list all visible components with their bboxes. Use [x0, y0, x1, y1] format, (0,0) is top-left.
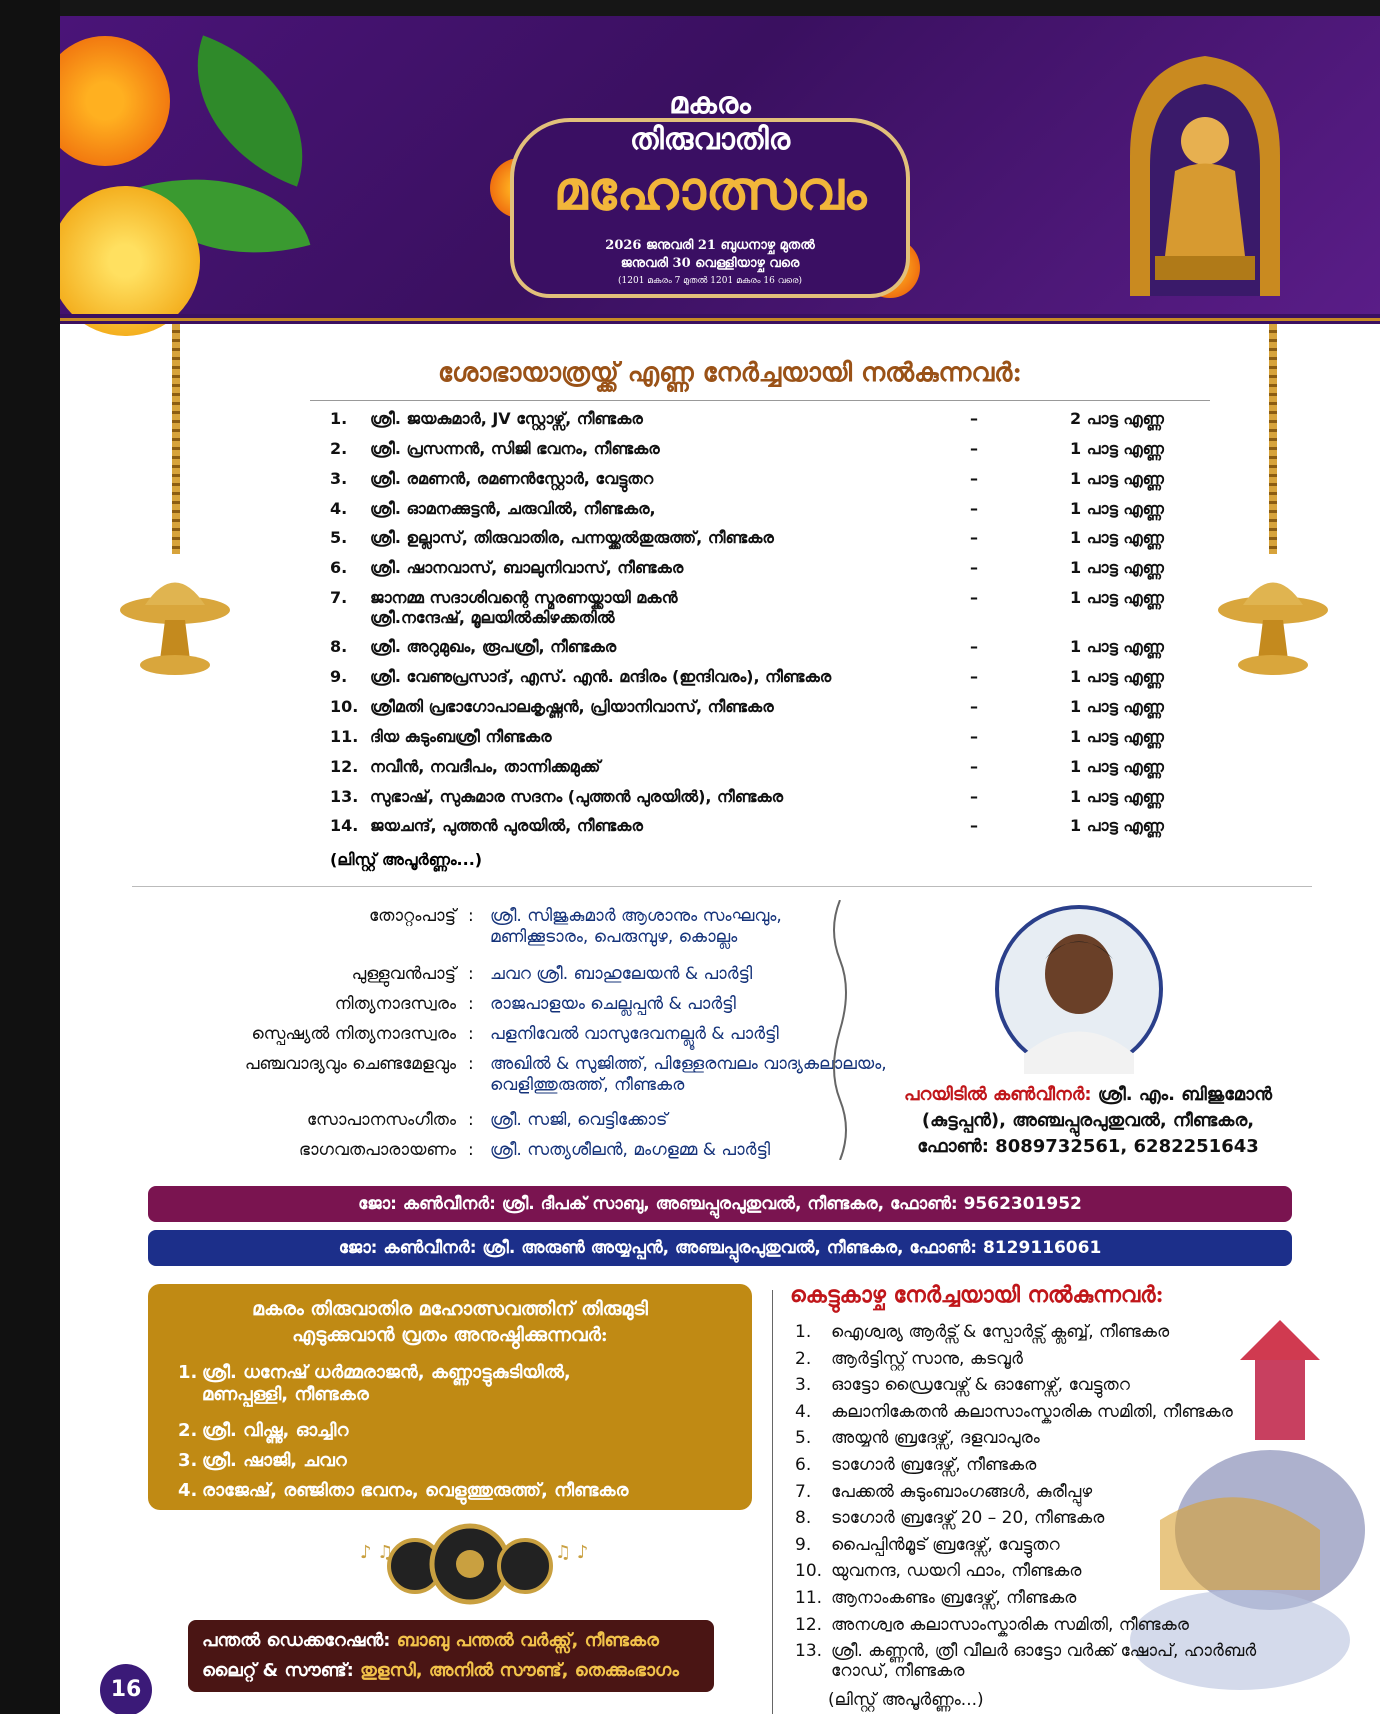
program-colon: :	[468, 994, 474, 1014]
decoration-label2: ലൈറ്റ് & സൗണ്ട്:	[202, 1660, 354, 1681]
donor-quantity: 2 പാട്ട എണ്ണ	[1070, 409, 1164, 428]
svg-text:♫ ♪: ♫ ♪	[555, 1542, 589, 1563]
donor-name-line: ശ്രീ. ഷാനവാസ്, ബാലുനിവാസ്, നീണ്ടകര	[370, 558, 684, 577]
decoration-value2: തുളസി, അനിൽ സൗണ്ട്, തെക്കുംഭാഗം	[360, 1660, 679, 1681]
joint-convener-band-1: ജോ: കൺവീനർ: ശ്രീ. ദീപക് സാബു, അഞ്ചപ്പുരപുതുവൽ, നീണ്ടകര, ഫോൺ: 9562301952	[148, 1186, 1292, 1222]
donor-name-line: ശ്രീ. വേണുപ്രസാദ്, എസ്. എൻ. മന്ദിരം (ഇന്ദിവരം), നീണ്ടകര	[370, 667, 832, 686]
program-colon: :	[468, 1024, 474, 1044]
thirumudi-item	[178, 1480, 628, 1502]
convener-role: പറയിടിൽ കൺവീനർ:	[903, 1084, 1092, 1105]
donor-name	[370, 499, 930, 519]
donor-name	[370, 528, 930, 548]
donor-number: 13.	[330, 787, 359, 806]
donor-quantity: 1 പാട്ട എണ്ണ	[1070, 727, 1164, 746]
donor-dash: –	[970, 697, 978, 716]
donor-quantity: 1 പാട്ട എണ്ണ	[1070, 697, 1164, 716]
title-main: മഹോത്സവം	[553, 158, 867, 222]
donor-name-line: നവീൻ, നവദീപം, താന്നിക്കമുക്ക്	[370, 757, 601, 776]
donor-quantity: 1 പാട്ട എണ്ണ	[1070, 499, 1164, 518]
donor-number: 3.	[330, 469, 348, 488]
donor-name	[370, 469, 930, 489]
donor-name-line: സുഭാഷ്, സുകുമാര സദനം (പുത്തൻ പുരയിൽ), നീണ്ടകര	[370, 787, 784, 806]
thirumudi-name-line2: മണപ്പള്ളി, നീണ്ടകര	[202, 1384, 369, 1405]
kettukazhcha-name-line2: റോഡ്, നീണ്ടകര	[831, 1661, 965, 1682]
kettukazhcha-title: കെട്ടുകാഴ്ച നേർച്ചയായി നൽകുന്നവർ:	[790, 1282, 1164, 1308]
thirumudi-name: രാജേഷ്, രഞ്ജിതാ ഭവനം, വെളുത്തുരുത്ത്, നീണ്ടകര	[202, 1480, 629, 1501]
kettukazhcha-item	[795, 1561, 1081, 1581]
thirumudi-item	[178, 1420, 348, 1442]
donor-row	[330, 439, 1200, 465]
donor-name-line: ജാനമ്മ സദാശിവന്റെ സ്മരണയ്ക്കായി മകൻ	[370, 588, 678, 607]
decoration-box	[188, 1620, 714, 1692]
kettukazhcha-name: ടാഗോർ ബ്രദേഴ്സ് 20 – 20, നീണ്ടകര	[831, 1508, 1105, 1529]
program-value-line: ചവറ ശ്രീ. ബാഹുലേയൻ & പാർട്ടി	[490, 964, 753, 984]
donor-quantity: 1 പാട്ട എണ്ണ	[1070, 469, 1164, 488]
kettukazhcha-name: ഐശ്വര്യ ആർട്സ് & സ്പോർട്സ് ക്ലബ്ബ്, നീണ്ടകര	[831, 1322, 1170, 1342]
donors-incomplete: (ലിസ്റ്റ് അപൂർണ്ണം...)	[330, 850, 483, 869]
donor-number: 4.	[330, 499, 348, 518]
kettukazhcha-name: ആർട്ടിസ്റ്റ് സാനു, കടവൂർ	[831, 1348, 1023, 1369]
program-value	[490, 906, 782, 948]
kettukazhcha-number: 11.	[795, 1588, 823, 1608]
donor-dash: –	[970, 787, 978, 806]
program-colon: :	[468, 1054, 474, 1074]
date-line1: 2026 ജനുവരി 21 ബുധനാഴ്ച മുതൽ	[605, 238, 815, 253]
program-colon: :	[468, 1140, 474, 1160]
donor-row	[330, 558, 1200, 584]
thirumudi-box	[148, 1284, 752, 1510]
donor-row	[330, 697, 1200, 723]
kettukazhcha-item	[795, 1455, 1036, 1475]
donor-row	[330, 757, 1200, 783]
decorative-divider	[828, 900, 852, 1160]
thirumudi-name: ശ്രീ. വിഷ്ണു, ഓച്ചിറ	[202, 1420, 349, 1441]
kettukazhcha-item	[795, 1402, 1233, 1422]
kettukazhcha-item	[795, 1375, 1130, 1395]
donor-row	[330, 727, 1200, 753]
title-line1: മകരം	[669, 86, 751, 121]
kettukazhcha-item	[795, 1508, 1104, 1528]
header-banner	[60, 16, 1380, 322]
donor-number: 6.	[330, 558, 348, 577]
program-value	[490, 964, 752, 985]
header-gold-line	[60, 318, 1380, 321]
leaf-decoration	[165, 35, 334, 186]
program-label: പഞ്ചവാദ്യവും ചെണ്ടമേളവും	[244, 1054, 456, 1074]
kettukazhcha-number: 10.	[795, 1561, 823, 1582]
donor-number: 5.	[330, 528, 348, 547]
program-value	[490, 994, 736, 1015]
oil-lamp-icon	[1208, 550, 1338, 680]
donor-number: 9.	[330, 667, 348, 686]
program-value	[490, 1024, 779, 1045]
donor-name	[370, 637, 930, 657]
program-value-line2: വെളിത്തുരുത്ത്, നീണ്ടകര	[490, 1075, 685, 1095]
kettukazhcha-name: ടാഗോർ ബ്രദേഴ്സ്, നീണ്ടകര	[831, 1455, 1037, 1475]
donor-name-line: ജയചന്ദ്, പുത്തൻ പുരയിൽ, നീണ്ടകര	[370, 816, 643, 835]
kettukazhcha-number: 3.	[795, 1375, 812, 1396]
kettukazhcha-number: 4.	[795, 1401, 812, 1422]
donor-number: 7.	[330, 588, 348, 607]
donor-name	[370, 727, 930, 747]
date-line3: (1201 മകരം 7 മുതൽ 1201 മകരം 16 വരെ)	[618, 276, 802, 286]
program-value-line: ശ്രീ. സിജുകുമാർ ആശാനും സംഘവും,	[490, 906, 782, 926]
program-value-line: ശ്രീ. സത്യശീലൻ, മംഗളമ്മ & പാർട്ടി	[490, 1140, 771, 1160]
donor-dash: –	[970, 757, 978, 776]
donor-row	[330, 588, 1200, 627]
donor-row	[330, 469, 1200, 495]
deity-image	[1120, 46, 1290, 296]
donor-quantity: 1 പാട്ട എണ്ണ	[1070, 528, 1164, 547]
donors-title: ശോഭായാത്രയ്ക്ക് എണ്ണ നേർച്ചയായി നൽകുന്നവർ:	[438, 358, 1022, 388]
donor-name-line: ശ്രീ. രമണൻ, രമണൻസ്റ്റോർ, വേട്ടുതറ	[370, 469, 654, 488]
donor-number: 1.	[330, 409, 348, 428]
poster-page	[60, 0, 1380, 1714]
donor-name	[370, 439, 930, 459]
program-label: ഭാഗവതപാരായണം	[298, 1140, 456, 1160]
program-value-line2: മണിക്കൂടാരം, പെരുമ്പുഴ, കൊല്ലം	[490, 927, 738, 947]
thirumudi-number: 4.	[178, 1480, 198, 1501]
kettukazhcha-item	[795, 1349, 1023, 1369]
donor-number: 11.	[330, 727, 359, 746]
kettukazhcha-item	[795, 1535, 1060, 1555]
donor-number: 2.	[330, 439, 348, 458]
thirumudi-head1: മകരം തിരുവാതിര മഹോത്സവത്തിന് തിരുമുടി	[252, 1298, 648, 1320]
program-value	[490, 1140, 770, 1161]
donors-rule	[310, 400, 1210, 401]
donor-name	[370, 667, 930, 687]
program-value-line: ശ്രീ. സജി, വെട്ടിക്കോട്	[490, 1110, 668, 1130]
kettukazhcha-number: 2.	[795, 1348, 812, 1369]
program-value-line: പളനിവേൽ വാസുദേവനല്ലൂർ & പാർട്ടി	[490, 1024, 779, 1044]
oil-lamp-icon	[110, 550, 240, 680]
program-label: തോറ്റംപാട്ട്	[369, 906, 456, 926]
kettukazhcha-number: 13.	[795, 1641, 823, 1662]
thirumudi-number: 2.	[178, 1420, 198, 1441]
donor-dash: –	[970, 588, 978, 607]
joint-convener-band-2: ജോ: കൺവീനർ: ശ്രീ. അരുൺ അയ്യപ്പൻ, അഞ്ചപ്പുരപുതുവൽ, നീണ്ടകര, ഫോൺ: 8129116061	[148, 1230, 1292, 1266]
kettukazhcha-item	[795, 1482, 1092, 1502]
donor-name-line: ശ്രീ. ഉല്ലാസ്, തിരുവാതിര, പന്നയ്ക്കൽതുരുത്ത്, നീണ്ടകര	[370, 528, 774, 547]
kettukazhcha-item	[795, 1428, 1040, 1448]
thirumudi-item	[178, 1362, 571, 1406]
donor-dash: –	[970, 409, 978, 428]
section-divider	[132, 886, 1312, 887]
donor-dash: –	[970, 727, 978, 746]
program-value	[490, 1110, 667, 1131]
donor-quantity: 1 പാട്ട എണ്ണ	[1070, 439, 1164, 458]
title-line2: തിരുവാതിര	[629, 122, 791, 157]
kettukazhcha-name: പൈപ്പിൻമൂട് ബ്രദേഴ്സ്, വേട്ടുതറ	[831, 1534, 1060, 1555]
kettukazhcha-number: 5.	[795, 1428, 812, 1449]
donor-name	[370, 697, 930, 717]
kettukazhcha-number: 6.	[795, 1455, 812, 1475]
program-label: സ്പെഷ്യൽ നിത്യനാദസ്വരം	[251, 1024, 456, 1044]
thirumudi-name: ശ്രീ. ഷാജി, ചവറ	[202, 1450, 347, 1471]
donor-name-line: ശ്രീമതി പ്രഭാഗോപാലകൃഷ്ണൻ, പ്രിയാനിവാസ്, നീണ്ടകര	[370, 697, 774, 716]
decoration-line2	[202, 1660, 679, 1681]
donor-dash: –	[970, 667, 978, 686]
decoration-label1: പന്തൽ ഡെക്കറേഷൻ:	[202, 1630, 391, 1651]
donor-name	[370, 787, 930, 807]
donor-row	[330, 409, 1200, 435]
kettukazhcha-name: ശ്രീ. കണ്ണൻ, ത്രീ വീലർ ഓട്ടോ വർക്ക് ഷോപ്, ഹാർബർ	[831, 1641, 1257, 1662]
donor-row	[330, 637, 1200, 663]
page-number: 16	[100, 1664, 152, 1714]
donor-number: 8.	[330, 637, 348, 656]
donor-name-line: ശ്രീ. പ്രസന്നൻ, സിജി ഭവനം, നീണ്ടകര	[370, 439, 660, 458]
thirumudi-number: 3.	[178, 1450, 198, 1471]
thirumudi-item	[178, 1450, 347, 1472]
donor-quantity: 1 പാട്ട എണ്ണ	[1070, 757, 1164, 776]
thirumudi-head2: എടുക്കുവാൻ വ്രതം അനുഷ്ഠിക്കുന്നവർ:	[292, 1324, 608, 1346]
convener-phone: ഫോൺ: 8089732561, 6282251643	[917, 1136, 1259, 1157]
donor-row	[330, 499, 1200, 525]
donor-name-line: ദിയ കുടുംബശ്രീ നീണ്ടകര	[370, 727, 552, 746]
decoration-value1: ബാബു പന്തൽ വർക്ക്സ്, നീണ്ടകര	[396, 1630, 659, 1651]
program-label: പുള്ളുവൻപാട്ട്	[351, 964, 456, 984]
program-value-line: രാജപാളയം ചെല്ലപ്പൻ & പാർട്ടി	[490, 994, 736, 1014]
donor-dash: –	[970, 528, 978, 547]
donor-number: 14.	[330, 816, 359, 835]
kettukazhcha-number: 12.	[795, 1614, 823, 1635]
donor-dash: –	[970, 816, 978, 835]
donor-quantity: 1 പാട്ട എണ്ണ	[1070, 637, 1164, 656]
program-label: സോപാനസംഗീതം	[306, 1110, 456, 1130]
kettukazhcha-item	[795, 1322, 1169, 1342]
donor-dash: –	[970, 439, 978, 458]
donor-number: 12.	[330, 757, 359, 776]
convener-line1	[888, 1084, 1288, 1105]
donor-name	[370, 816, 930, 836]
donor-name	[370, 409, 930, 429]
kettukazhcha-name: ഓട്ടോ ഡ്രൈവേഴ്സ് & ഓണേഴ്സ്, വേട്ടുതറ	[831, 1375, 1130, 1396]
kettukazhcha-number: 8.	[795, 1508, 812, 1529]
donor-name	[370, 757, 930, 777]
donor-dash: –	[970, 499, 978, 518]
decoration-line1	[202, 1630, 659, 1651]
donor-number: 10.	[330, 697, 359, 716]
lamp-chain	[1269, 324, 1277, 554]
donor-quantity: 1 പാട്ട എണ്ണ	[1070, 787, 1164, 806]
program-colon: :	[468, 1110, 474, 1130]
kettukazhcha-item	[795, 1615, 1189, 1635]
donor-quantity: 1 പാട്ട എണ്ണ	[1070, 558, 1164, 577]
donor-name-line2: ശ്രീ.നന്ദേഷ്, മൂലയിൽകിഴക്കതിൽ	[370, 608, 615, 627]
vertical-divider	[772, 1290, 773, 1714]
svg-text:♪ ♫: ♪ ♫	[360, 1542, 394, 1563]
kettukazhcha-name: പേക്കൽ കുടുംബാംഗങ്ങൾ, കുരീപ്പുഴ	[831, 1481, 1093, 1502]
donor-dash: –	[970, 558, 978, 577]
kettukazhcha-name: യുവനന്ദ, ഡയറി ഫാം, നീണ്ടകര	[831, 1561, 1082, 1582]
top-bar	[60, 0, 1380, 16]
program-label: നിത്യനാദസ്വരം	[334, 994, 456, 1014]
marigold-flower-icon	[60, 36, 170, 166]
date-line2: ജനുവരി 30 വെള്ളിയാഴ്ച വരെ	[620, 256, 800, 271]
lamp-chain	[172, 324, 180, 554]
convener-photo	[994, 904, 1164, 1074]
donor-dash: –	[970, 637, 978, 656]
convener-line2: (കുട്ടപ്പൻ), അഞ്ചപ്പുരപുതുവൽ, നീണ്ടകര,	[921, 1110, 1255, 1131]
speaker-icon	[320, 1518, 620, 1610]
program-colon: :	[468, 906, 474, 926]
program-colon: :	[468, 964, 474, 984]
kettukazhcha-item	[795, 1588, 1076, 1608]
donor-quantity: 1 പാട്ട എണ്ണ	[1070, 588, 1164, 607]
kettukazhcha-incomplete: (ലിസ്റ്റ് അപൂർണ്ണം...)	[828, 1690, 984, 1710]
donor-name-line: ശ്രീ. ഓമനക്കുട്ടൻ, ചരുവിൽ, നീണ്ടകര,	[370, 499, 656, 518]
donor-row	[330, 528, 1200, 554]
convener-name: ശ്രീ. എം. ബിജുമോൻ	[1097, 1084, 1273, 1105]
kettukazhcha-number: 1.	[795, 1322, 812, 1342]
kettukazhcha-number: 7.	[795, 1481, 812, 1502]
donor-quantity: 1 പാട്ട എണ്ണ	[1070, 667, 1164, 686]
donor-name	[370, 558, 930, 578]
kettukazhcha-name: അയ്യൻ ബ്രദേഴ്സ്, ദളവാപുരം	[831, 1428, 1040, 1449]
festival-title	[480, 68, 940, 294]
donor-name	[370, 588, 930, 628]
program-value-line: അഖിൽ & സുജിത്ത്, പിള്ളേരമ്പലം വാദ്യകലാലയം,	[490, 1054, 887, 1074]
donor-name-line: ശ്രീ. അറുമുഖം, രൂപശ്രീ, നീണ്ടകര	[370, 637, 617, 656]
kettukazhcha-item	[795, 1641, 1256, 1681]
donor-dash: –	[970, 469, 978, 488]
kettukazhcha-name: ആനാംകണ്ടം ബ്രദേഴ്സ്, നീണ്ടകര	[831, 1588, 1077, 1608]
donor-name-line: ശ്രീ. ജയകുമാർ, JV സ്റ്റോഴ്സ്, നീണ്ടകര	[370, 409, 643, 428]
donor-row	[330, 816, 1200, 842]
thirumudi-name: ശ്രീ. ധനേഷ് ധർമ്മരാജൻ, കണ്ണാട്ടുകുടിയിൽ,	[202, 1362, 571, 1383]
kettukazhcha-name: കലാനികേതൻ കലാസാംസ്കാരിക സമിതി, നീണ്ടകര	[831, 1401, 1233, 1422]
donor-row	[330, 667, 1200, 693]
kettukazhcha-name: അനശ്വര കലാസാംസ്കാരിക സമിതി, നീണ്ടകര	[831, 1614, 1189, 1635]
donor-quantity: 1 പാട്ട എണ്ണ	[1070, 816, 1164, 835]
kettukazhcha-number: 9.	[795, 1534, 812, 1555]
thirumudi-number: 1.	[178, 1362, 198, 1383]
donor-row	[330, 787, 1200, 813]
